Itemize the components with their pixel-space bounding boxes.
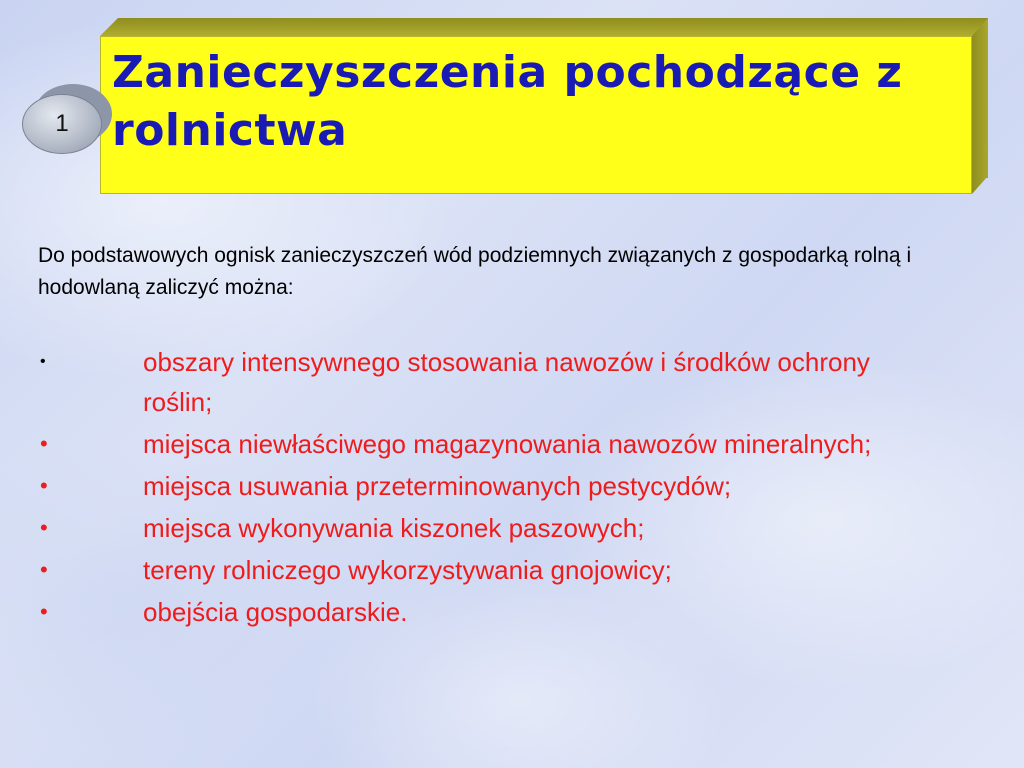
- list-item-text: miejsca usuwania przeterminowanych pestycydów;: [143, 471, 732, 501]
- title-box-bevel-right: [972, 18, 988, 194]
- bullet-dot-icon: •: [40, 473, 48, 498]
- list-item-text: obejścia gospodarskie.: [143, 597, 408, 627]
- bullet-dot-icon: •: [40, 515, 48, 540]
- list-item-text: obszary intensywnego stosowania nawozów i środków ochrony roślin;: [143, 347, 870, 417]
- list-item: [38, 342, 938, 422]
- list-item-text: miejsca niewłaściwego magazynowania nawozów mineralnych;: [143, 429, 872, 459]
- bullet-dot-icon: •: [40, 599, 48, 624]
- slide-number: 1: [55, 110, 69, 137]
- list-item: [38, 592, 938, 632]
- list-item: [38, 508, 938, 548]
- bullet-dot-icon: •: [40, 353, 46, 370]
- list-item: [38, 550, 938, 590]
- bullet-list: [38, 342, 938, 634]
- list-item-text: miejsca wykonywania kiszonek paszowych;: [143, 513, 645, 543]
- list-item-text: tereny rolniczego wykorzystywania gnojowicy;: [143, 555, 672, 585]
- intro-text: Do podstawowych ognisk zanieczyszczeń wód podziemnych związanych z gospodarką rolną i hodowlaną zaliczyć można:: [38, 244, 912, 299]
- title-box-bevel-top: [100, 18, 988, 36]
- bullet-dot-icon: •: [40, 431, 48, 456]
- list-item: [38, 424, 938, 464]
- slide-number-badge: [22, 88, 106, 158]
- bullet-dot-icon: •: [40, 557, 48, 582]
- slide-title: Zanieczyszczenia pochodzące z rolnictwa: [112, 47, 903, 156]
- list-item: [38, 466, 938, 506]
